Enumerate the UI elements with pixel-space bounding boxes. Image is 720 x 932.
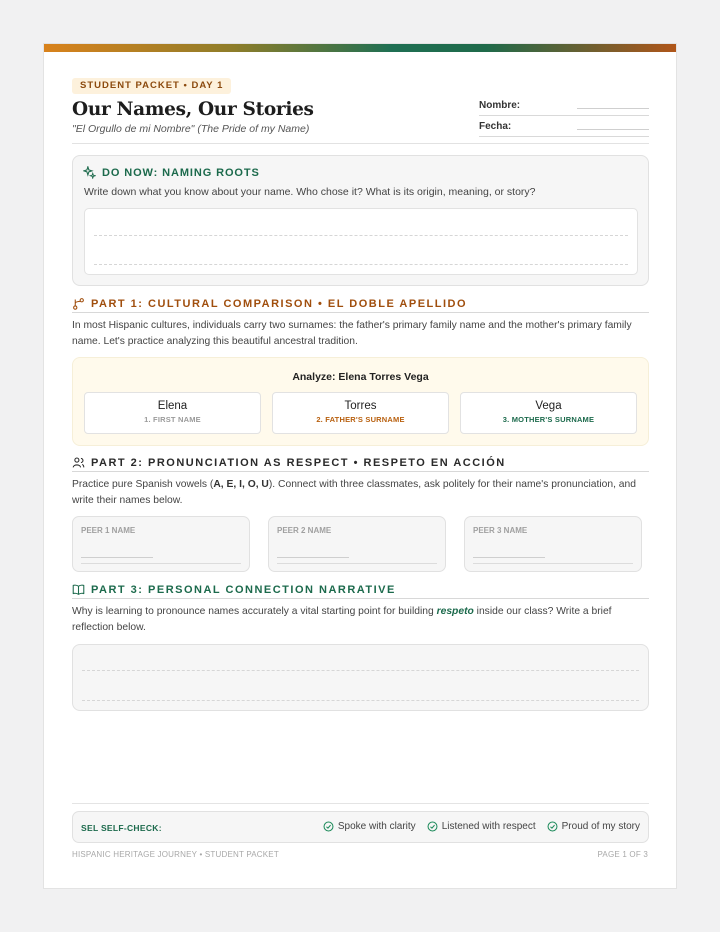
nombre-label: Nombre: <box>479 100 521 111</box>
fecha-line <box>577 129 649 130</box>
self-check-bar <box>72 811 649 843</box>
part3-heading-text: PART 3: PERSONAL CONNECTION NARRATIVE <box>91 583 396 596</box>
reflection-box[interactable] <box>72 644 649 711</box>
check-circle-icon <box>547 821 558 832</box>
name-card-father <box>272 392 449 434</box>
part2-heading-text: PART 2: PRONUNCIATION AS RESPECT • RESPETO EN ACCIÓN <box>91 456 506 469</box>
part1-heading <box>72 295 649 313</box>
page-subtitle: "El Orgullo de mi Nombre" (The Pride of my Name) <box>72 123 310 135</box>
footer-divider <box>72 803 649 804</box>
peer-2-box[interactable] <box>268 516 446 572</box>
reflection-line <box>82 700 639 701</box>
self-check-text: Proud of my story <box>561 821 640 832</box>
respeto-emphasis: respeto <box>436 606 474 617</box>
analyze-title: Analyze: Elena Torres Vega <box>292 371 429 383</box>
card-name: Torres <box>344 400 377 412</box>
peer-line <box>473 557 545 558</box>
header-divider <box>72 143 649 144</box>
peer-underline <box>473 563 633 564</box>
part3-text <box>72 604 649 636</box>
page-title: Our Names, Our Stories <box>72 99 314 120</box>
peer-3-box[interactable] <box>464 516 642 572</box>
self-check-item[interactable] <box>427 821 536 832</box>
do-now-answer-box[interactable] <box>84 208 638 275</box>
nombre-line <box>577 108 649 109</box>
page-number: PAGE 1 OF 3 <box>597 850 648 859</box>
vowels: A, E, I, O, U <box>213 479 269 490</box>
worksheet-page <box>43 43 677 889</box>
peer-line <box>277 557 349 558</box>
check-circle-icon <box>323 821 334 832</box>
packet-badge: STUDENT PACKET • DAY 1 <box>72 78 231 94</box>
peer-underline <box>277 563 437 564</box>
self-check-text: Listened with respect <box>441 821 536 832</box>
check-circle-icon <box>427 821 438 832</box>
part3-text-before: Why is learning to pronounce names accurately a vital starting point for building <box>72 606 437 617</box>
do-now-heading <box>83 166 260 179</box>
reflection-line <box>82 670 639 671</box>
open-book-icon <box>72 583 85 596</box>
name-card-mother <box>460 392 637 434</box>
footer-left-text: HISPANIC HERITAGE JOURNEY • STUDENT PACKET <box>72 850 279 859</box>
part3-heading <box>72 581 649 599</box>
peer-label: PEER 2 NAME <box>277 526 332 535</box>
part2-text-after: ). Connect with three classmates, ask politely for their name's pronunciation, and write their names below. <box>72 479 636 506</box>
name-card-first <box>84 392 261 434</box>
card-name: Vega <box>535 400 562 412</box>
self-check-text: Spoke with clarity <box>337 821 416 832</box>
branch-icon <box>72 297 85 310</box>
part2-text <box>72 477 649 509</box>
part3-text-after: inside our class? Write a brief reflection below. <box>72 606 612 633</box>
fecha-field[interactable] <box>479 116 649 137</box>
part1-text: In most Hispanic cultures, individuals carry two surnames: the father's primary family name and the mother's primary family name. Let's practice analyzing this beautiful ancestral tradition. <box>72 320 632 347</box>
part1-heading-text: PART 1: CULTURAL COMPARISON • EL DOBLE APELLIDO <box>91 297 468 310</box>
self-check-label: SEL SELF-CHECK: <box>81 823 162 833</box>
do-now-prompt: Write down what you know about your name. Who chose it? What is its origin, meaning, or story? <box>84 186 536 198</box>
self-check-item[interactable] <box>547 821 640 832</box>
card-role: 3. MOTHER'S SURNAME <box>502 415 595 424</box>
answer-line <box>94 264 628 265</box>
analyze-panel <box>72 357 649 446</box>
peer-label: PEER 1 NAME <box>81 526 136 535</box>
accent-bar <box>44 44 676 52</box>
part2-heading <box>72 454 649 472</box>
peer-label: PEER 3 NAME <box>473 526 528 535</box>
sparkle-icon <box>83 166 96 179</box>
part2-text-before: Practice pure Spanish vowels ( <box>72 479 214 490</box>
peer-1-box[interactable] <box>72 516 250 572</box>
card-role: 1. FIRST NAME <box>144 415 201 424</box>
do-now-heading-text: DO NOW: NAMING ROOTS <box>102 166 260 179</box>
peer-line <box>81 557 153 558</box>
fecha-label: Fecha: <box>479 121 512 132</box>
card-role: 2. FATHER'S SURNAME <box>316 415 405 424</box>
peer-underline <box>81 563 241 564</box>
users-icon <box>72 456 85 469</box>
do-now-panel <box>72 155 649 286</box>
self-check-item[interactable] <box>323 821 416 832</box>
card-name: Elena <box>157 400 188 412</box>
answer-line <box>94 235 628 236</box>
nombre-field[interactable] <box>479 95 649 116</box>
